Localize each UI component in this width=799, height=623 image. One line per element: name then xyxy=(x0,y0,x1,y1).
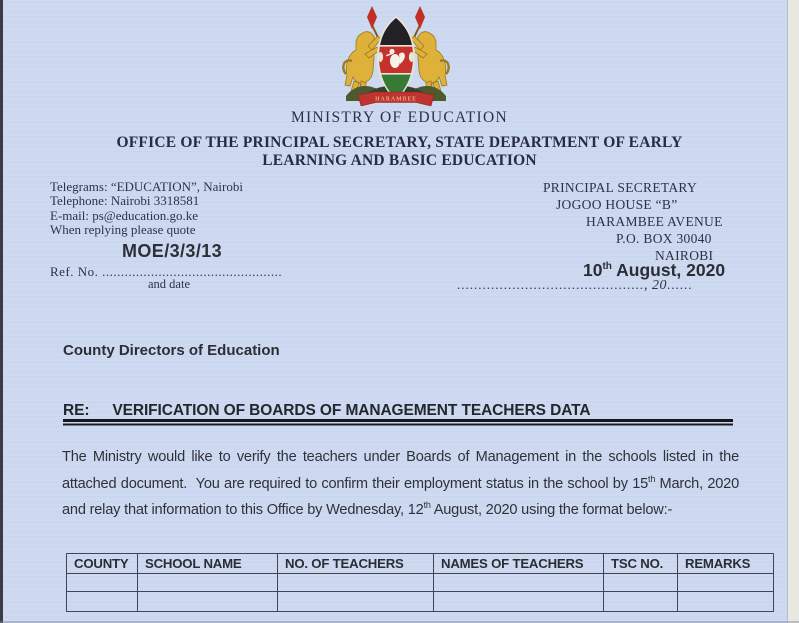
date-ordinal: th xyxy=(602,261,612,273)
contact-block xyxy=(50,180,243,238)
table-cell xyxy=(138,592,278,612)
table-header-cell: TSC NO. xyxy=(604,554,678,574)
table-cell xyxy=(278,592,434,612)
table-cell xyxy=(278,574,434,592)
table-header-cell: REMARKS xyxy=(678,554,774,574)
date-day: 10 xyxy=(583,260,603,280)
address-line: NAIROBI xyxy=(655,248,714,263)
table-cell xyxy=(604,592,678,612)
subject-line xyxy=(63,402,590,420)
table-cell xyxy=(604,574,678,592)
address-line: HARAMBEE AVENUE xyxy=(586,214,723,229)
ministry-title: MINISTRY OF EDUCATION xyxy=(290,109,509,126)
office-title xyxy=(0,134,799,169)
subject-prefix: RE: xyxy=(63,402,90,419)
contact-email: E-mail: ps@education.go.ke xyxy=(50,207,199,223)
body-text: March, 2020 and relay that information to this Office by Wednesday, 12 xyxy=(62,475,739,519)
subject-underline xyxy=(63,419,733,426)
address-line: PRINCIPAL SECRETARY xyxy=(543,180,698,195)
table-cell xyxy=(434,574,604,592)
table-cell xyxy=(678,574,774,592)
ref-no-dots: ................................................ xyxy=(102,264,283,279)
address-line: JOGOO HOUSE “B” xyxy=(556,197,678,212)
contact-telephone: Telephone: Nairobi 3318581 xyxy=(50,193,200,209)
subject-title: VERIFICATION OF BOARDS OF MANAGEMENT TEACHERS DATA xyxy=(112,402,591,419)
date-line-year-dots: ...... xyxy=(667,277,693,292)
ref-code-stamp: MOE/3/3/13 xyxy=(122,241,223,261)
table-header-cell: SCHOOL NAME xyxy=(138,554,278,574)
table-header-row xyxy=(67,554,774,574)
table-cell xyxy=(67,592,138,612)
ordinal-superscript: th xyxy=(423,500,431,511)
scan-edge-right xyxy=(787,0,799,623)
kenya-coat-of-arms-icon xyxy=(328,3,464,106)
body-text: August, 2020 using the format below:- xyxy=(430,502,673,519)
table-cell xyxy=(434,592,604,612)
table-cell xyxy=(678,592,774,612)
crest-motto: HARAMBEE xyxy=(375,96,417,103)
date-line-year: , 20 xyxy=(644,278,667,293)
table-cell xyxy=(138,574,278,592)
scan-edge-left xyxy=(0,0,3,623)
office-title-line2: LEARNING AND BASIC EDUCATION xyxy=(262,151,537,169)
table-header-cell: NAMES OF TEACHERS xyxy=(434,554,604,574)
date-rest: August, 2020 xyxy=(611,260,726,280)
table-row xyxy=(67,592,774,612)
date-line-dots: ............................................ xyxy=(457,277,644,292)
table-header-cell: COUNTY xyxy=(67,554,138,574)
table-header-cell: NO. OF TEACHERS xyxy=(278,554,434,574)
date-stamp xyxy=(583,260,725,281)
body-text: The Ministry would like to verify the teachers under Boards of Management in the schools listed in the attached document. You are required to confirm their employment status in the school by 15 xyxy=(62,449,739,492)
table-row xyxy=(67,574,774,592)
ordinal-superscript: th xyxy=(648,473,656,484)
contact-telegrams: Telegrams: “EDUCATION”, Nairobi xyxy=(50,179,243,194)
and-date-label: and date xyxy=(148,277,190,291)
office-title-line1: OFFICE OF THE PRINCIPAL SECRETARY, STATE DEPARTMENT OF EARLY xyxy=(116,134,683,151)
recipient-line: County Directors of Education xyxy=(63,342,280,359)
contact-quote-note: When replying please quote xyxy=(50,222,196,238)
format-table xyxy=(66,553,774,612)
address-line: P.O. BOX 30040 xyxy=(616,231,712,246)
body-paragraph xyxy=(62,447,739,522)
ref-no-label: Ref. No. xyxy=(50,264,103,279)
table-cell xyxy=(67,574,138,592)
